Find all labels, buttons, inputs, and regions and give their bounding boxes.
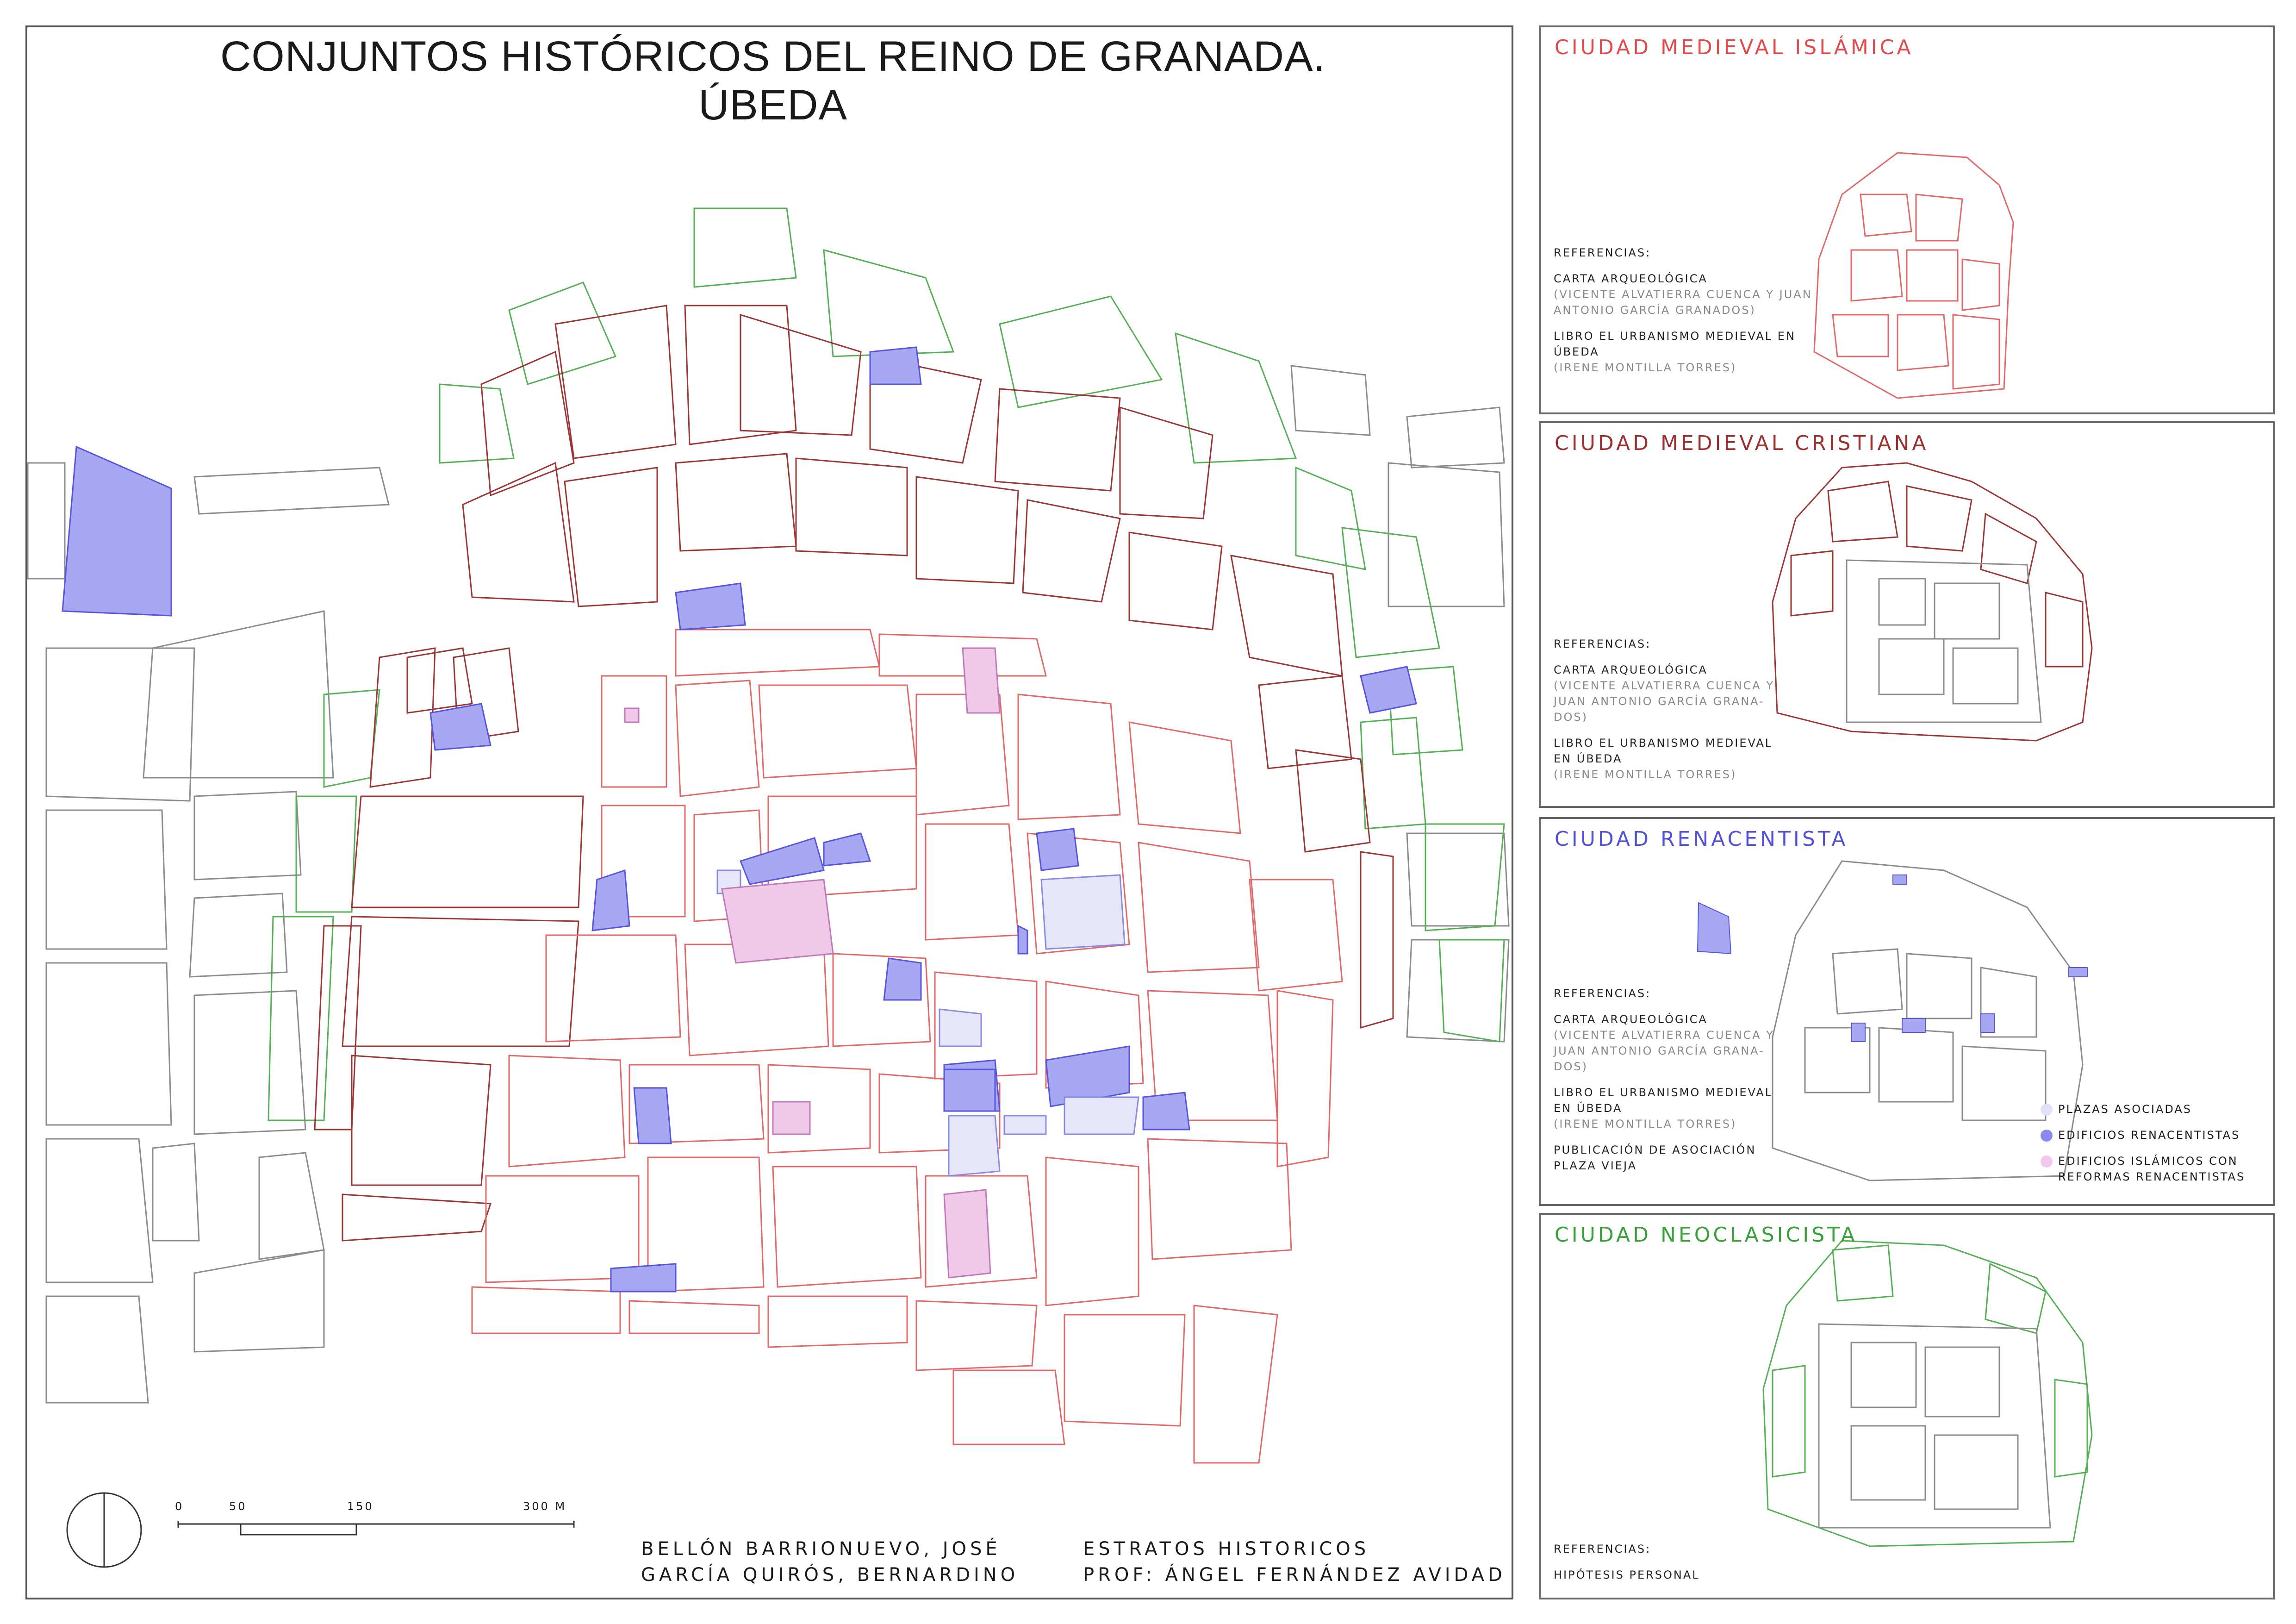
- scale-label-150: 150: [347, 1500, 374, 1513]
- course-block: [1083, 1536, 1506, 1588]
- legend-label: EDIFICIOS RENACENTISTAS: [2058, 1129, 2240, 1142]
- author-2: GARCÍA QUIRÓS, BERNARDINO: [641, 1564, 1019, 1586]
- ref-detail: DOS): [1554, 1060, 1588, 1073]
- ref-detail: (IRENE MONTILLA TORRES): [1554, 1118, 1737, 1131]
- panel-renaissance: [1539, 817, 2275, 1206]
- ref-item: CARTA ARQUEOLÓGICA: [1554, 272, 1708, 285]
- ref-item: EN ÚBEDA: [1554, 1102, 1623, 1115]
- christian-blocks: [315, 306, 1393, 1241]
- ref-detail: JUAN ANTONIO GARCÍA GRANA-: [1554, 1044, 1765, 1057]
- page-title: CONJUNTOS HISTÓRICOS DEL REINO DE GRANADA. ÚBEDA: [220, 33, 1326, 129]
- authors-block: [641, 1536, 1019, 1588]
- ref-item: LIBRO EL URBANISMO MEDIEVAL EN: [1554, 330, 1796, 343]
- ref-item: PUBLICACIÓN DE ASOCIACIÓN: [1554, 1143, 1756, 1156]
- legend-swatch: [2041, 1130, 2053, 1142]
- ref-detail: (VICENTE ALVATIERRA CUENCA Y: [1554, 679, 1775, 692]
- ref-item: LIBRO EL URBANISMO MEDIEVAL: [1554, 737, 1773, 750]
- ref-detail: DOS): [1554, 711, 1588, 724]
- renaissance-buildings: [62, 347, 1416, 1292]
- ref-detail: JUAN ANTONIO GARCÍA GRANA-: [1554, 695, 1765, 708]
- panel-title-christian: CIUDAD MEDIEVAL CRISTIANA: [1555, 431, 1929, 455]
- ref-item: EN ÚBEDA: [1554, 752, 1623, 765]
- islamic-blocks: [472, 630, 1342, 1463]
- legend-item-reforms: [2041, 1153, 2245, 1169]
- refs-islamic: [1554, 245, 1812, 375]
- islamic-reform-buildings: [625, 648, 1000, 1278]
- ref-item: CARTA ARQUEOLÓGICA: [1554, 663, 1708, 676]
- scale-label-50: 50: [229, 1500, 247, 1513]
- panel-title-renaissance: CIUDAD RENACENTISTA: [1555, 827, 1848, 851]
- legend-item-buildings: [2041, 1127, 2245, 1143]
- legend-label: PLAZAS ASOCIADAS: [2058, 1103, 2192, 1116]
- refs-renaissance: [1554, 986, 1774, 1174]
- panel-neoclassical: [1539, 1213, 2275, 1599]
- refs-heading: REFERENCIAS:: [1554, 637, 1651, 650]
- ref-detail: (IRENE MONTILLA TORRES): [1554, 768, 1737, 781]
- panel-title-islamic: CIUDAD MEDIEVAL ISLÁMICA: [1555, 36, 1914, 59]
- north-arrow: [67, 1493, 141, 1567]
- refs-neoclassical: [1554, 1541, 1700, 1583]
- panel-islamic: [1539, 25, 2275, 414]
- ref-detail: (VICENTE ALVATIERRA CUENCA Y JUAN: [1554, 288, 1812, 301]
- course-name: ESTRATOS HISTORICOS: [1083, 1538, 1370, 1560]
- ref-detail: (IRENE MONTILLA TORRES): [1554, 361, 1737, 374]
- ref-item: HIPÓTESIS PERSONAL: [1554, 1568, 1700, 1581]
- legend-item-plazas: [2041, 1101, 2245, 1117]
- ref-detail: ANTONIO GARCÍA GRANADOS): [1554, 304, 1756, 317]
- scale-label-0: 0: [175, 1500, 184, 1513]
- refs-heading: REFERENCIAS:: [1554, 1543, 1651, 1555]
- legend-renaissance: [2041, 1101, 2245, 1185]
- author-1: BELLÓN BARRIONUEVO, JOSÉ: [641, 1538, 1001, 1560]
- ref-detail: (VICENTE ALVATIERRA CUENCA Y: [1554, 1029, 1775, 1042]
- ref-item: CARTA ARQUEOLÓGICA: [1554, 1013, 1708, 1026]
- panel-christian: [1539, 421, 2275, 808]
- legend-label: EDIFICIOS ISLÁMICOS CON: [2058, 1155, 2238, 1168]
- refs-heading: REFERENCIAS:: [1554, 246, 1651, 259]
- scale-label-300: 300 M: [523, 1500, 567, 1513]
- legend-swatch: [2041, 1156, 2053, 1168]
- ref-item: LIBRO EL URBANISMO MEDIEVAL: [1554, 1086, 1773, 1099]
- ref-item: ÚBEDA: [1554, 345, 1599, 358]
- legend-label: REFORMAS RENACENTISTAS: [2058, 1170, 2246, 1183]
- legend-swatch: [2041, 1104, 2053, 1116]
- panel-title-neoclassical: CIUDAD NEOCLASICISTA: [1555, 1223, 1858, 1247]
- ref-item: PLAZA VIEJA: [1554, 1159, 1637, 1172]
- refs-heading: REFERENCIAS:: [1554, 987, 1651, 1000]
- professor-name: PROF: ÁNGEL FERNÁNDEZ AVIDAD: [1083, 1564, 1506, 1586]
- scale-bar: [178, 1521, 574, 1535]
- refs-christian: [1554, 636, 1774, 782]
